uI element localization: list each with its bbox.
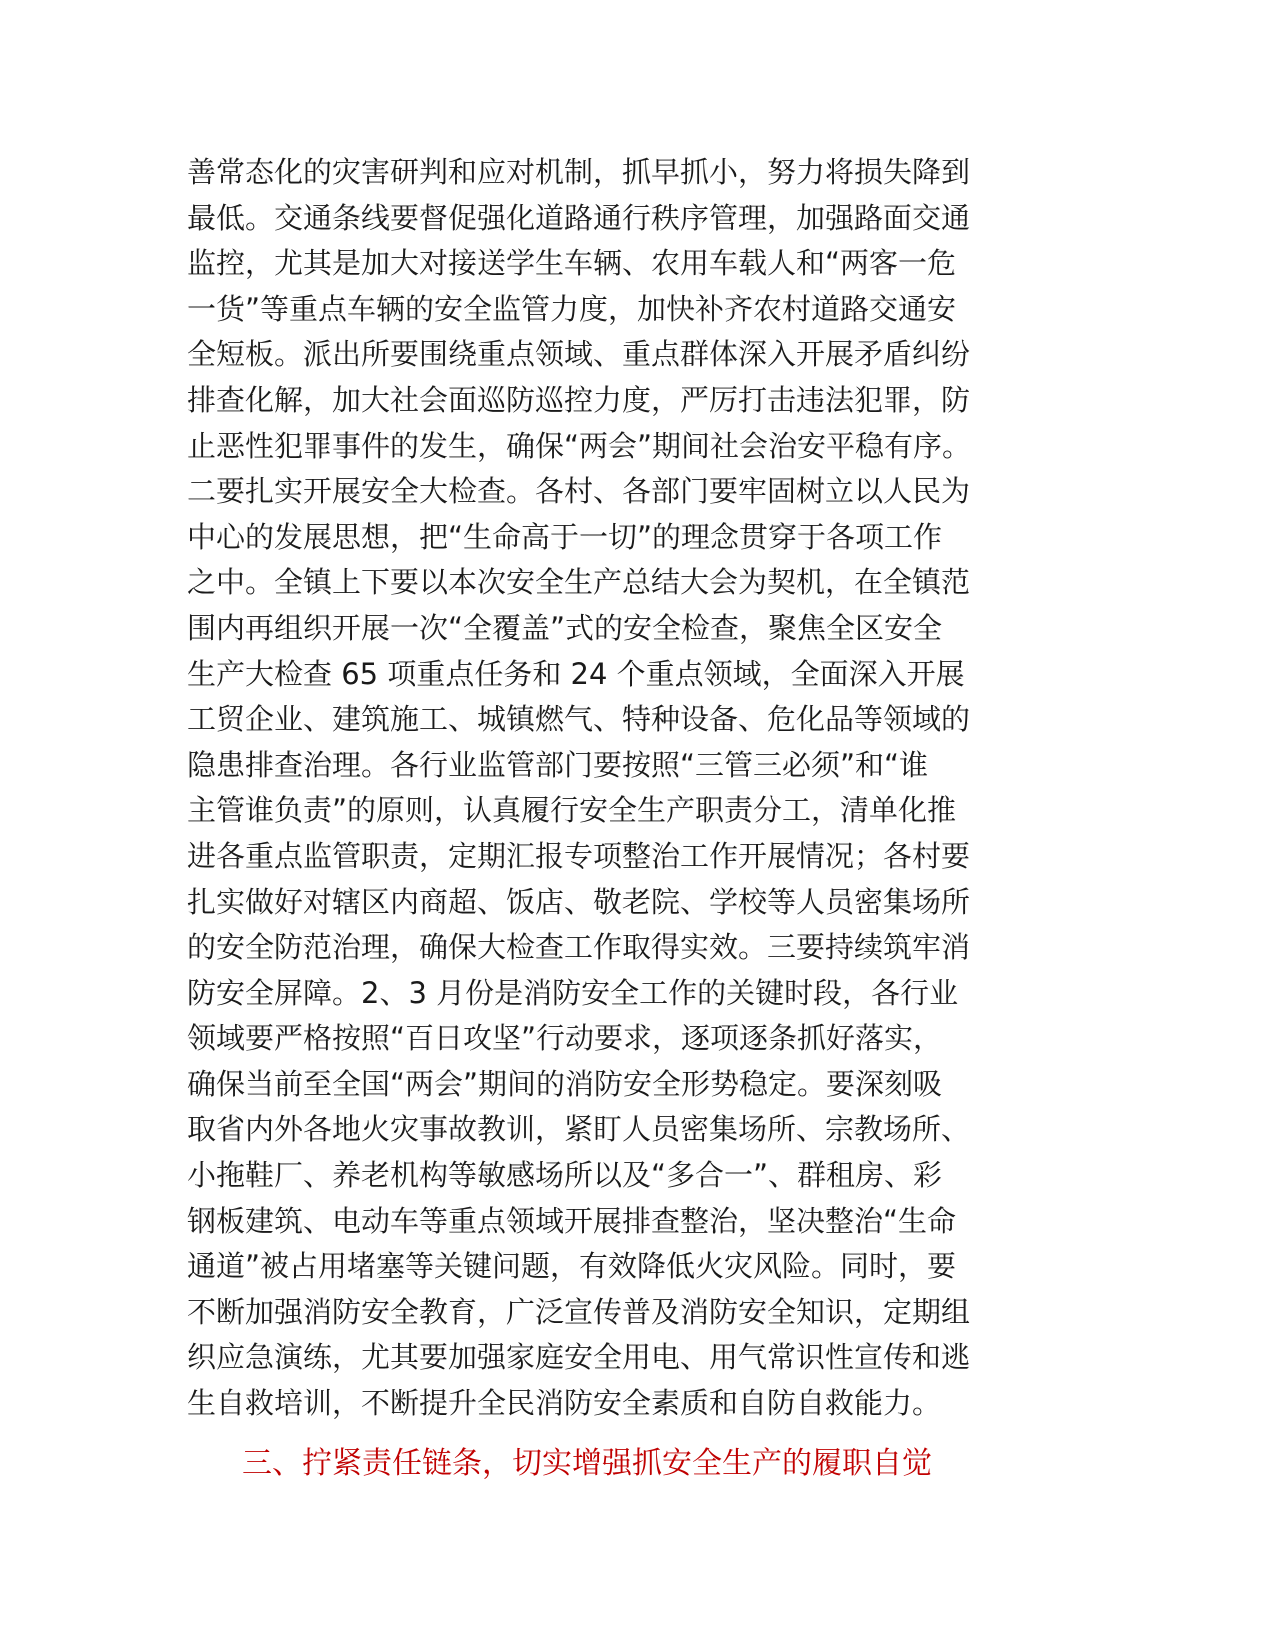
text-line: 中心的发展思想，把“生命高于一切”的理念贯穿于各项工作 (187, 519, 943, 554)
text-line: 织应急演练，尤其要加强家庭安全用电、用气常识性宣传和逃 (187, 1340, 971, 1375)
text-line: 隐患排查治理。各行业监管部门要按照“三管三必须”和“谁 (187, 747, 929, 782)
text-line: 善常态化的灾害研判和应对机制，抓早抓小，努力将损失降到 (187, 155, 971, 189)
text-line: 生自救培训，不断提升全民消防安全素质和自防自救能力。 (187, 1386, 942, 1421)
text-line: 扎实做好对辖区内商超、饭店、敬老院、学校等人员密集场所 (187, 884, 971, 919)
text-line: 之中。全镇上下要以本次安全生产总结大会为契机，在全镇范 (187, 565, 971, 600)
text-line: 钢板建筑、电动车等重点领域开展排查整治，坚决整治“生命 (187, 1203, 957, 1238)
text-line: 主管谁负责”的原则，认真履行安全生产职责分工，清单化推 (187, 793, 957, 828)
text-line: 确保当前至全国“两会”期间的消防安全形势稳定。要深刻吸 (187, 1066, 943, 1101)
text-line: 取省内外各地火灾事故教训，紧盯人员密集场所、宗教场所、 (187, 1112, 971, 1147)
text-line: 小拖鞋厂、养老机构等敏感场所以及“多合一”、群租房、彩 (187, 1158, 943, 1193)
text-line: 不断加强消防安全教育，广泛宣传普及消防安全知识，定期组 (187, 1294, 971, 1329)
text-line: 的安全防范治理，确保大检查工作取得实效。三要持续筑牢消 (187, 930, 971, 965)
text-line: 止恶性犯罪事件的发生，确保“两会”期间社会治安平稳有序。 (187, 428, 972, 463)
text-line: 防安全屏障。2、3 月份是消防安全工作的关键时段，各行业 (187, 975, 959, 1010)
text-line: 通道”被占用堵塞等关键问题，有效降低火灾风险。同时，要 (187, 1249, 957, 1284)
text-line: 最低。交通条线要督促强化道路通行秩序管理，加强路面交通 (187, 200, 971, 235)
text-line: 二要扎实开展安全大检查。各村、各部门要牢固树立以人民为 (187, 474, 971, 509)
text-line: 一货”等重点车辆的安全监管力度，加快补齐农村道路交通安 (187, 291, 957, 326)
text-line: 领域要严格按照“百日攻坚”行动要求，逐项逐条抓好落实， (187, 1021, 943, 1056)
text-line: 全短板。派出所要围绕重点领域、重点群体深入开展矛盾纠纷 (187, 337, 971, 372)
text-line: 进各重点监管职责，定期汇报专项整治工作开展情况；各村要 (187, 838, 971, 873)
text-line: 排查化解，加大社会面巡防巡控力度，严厉打击违法犯罪，防 (187, 382, 971, 417)
text-line: 监控，尤其是加大对接送学生车辆、农用车载人和“两客一危 (187, 246, 957, 281)
text-line: 围内再组织开展一次“全覆盖”式的安全检查，聚焦全区安全 (187, 610, 943, 645)
text-line: 工贸企业、建筑施工、城镇燃气、特种设备、危化品等领域的 (187, 702, 971, 737)
section-heading: 三、拧紧责任链条，切实增强抓安全生产的履职自觉 (242, 1446, 932, 1481)
body-paragraph (187, 150, 1087, 1427)
text-line: 生产大检查 65 项重点任务和 24 个重点领域，全面深入开展 (187, 656, 965, 691)
